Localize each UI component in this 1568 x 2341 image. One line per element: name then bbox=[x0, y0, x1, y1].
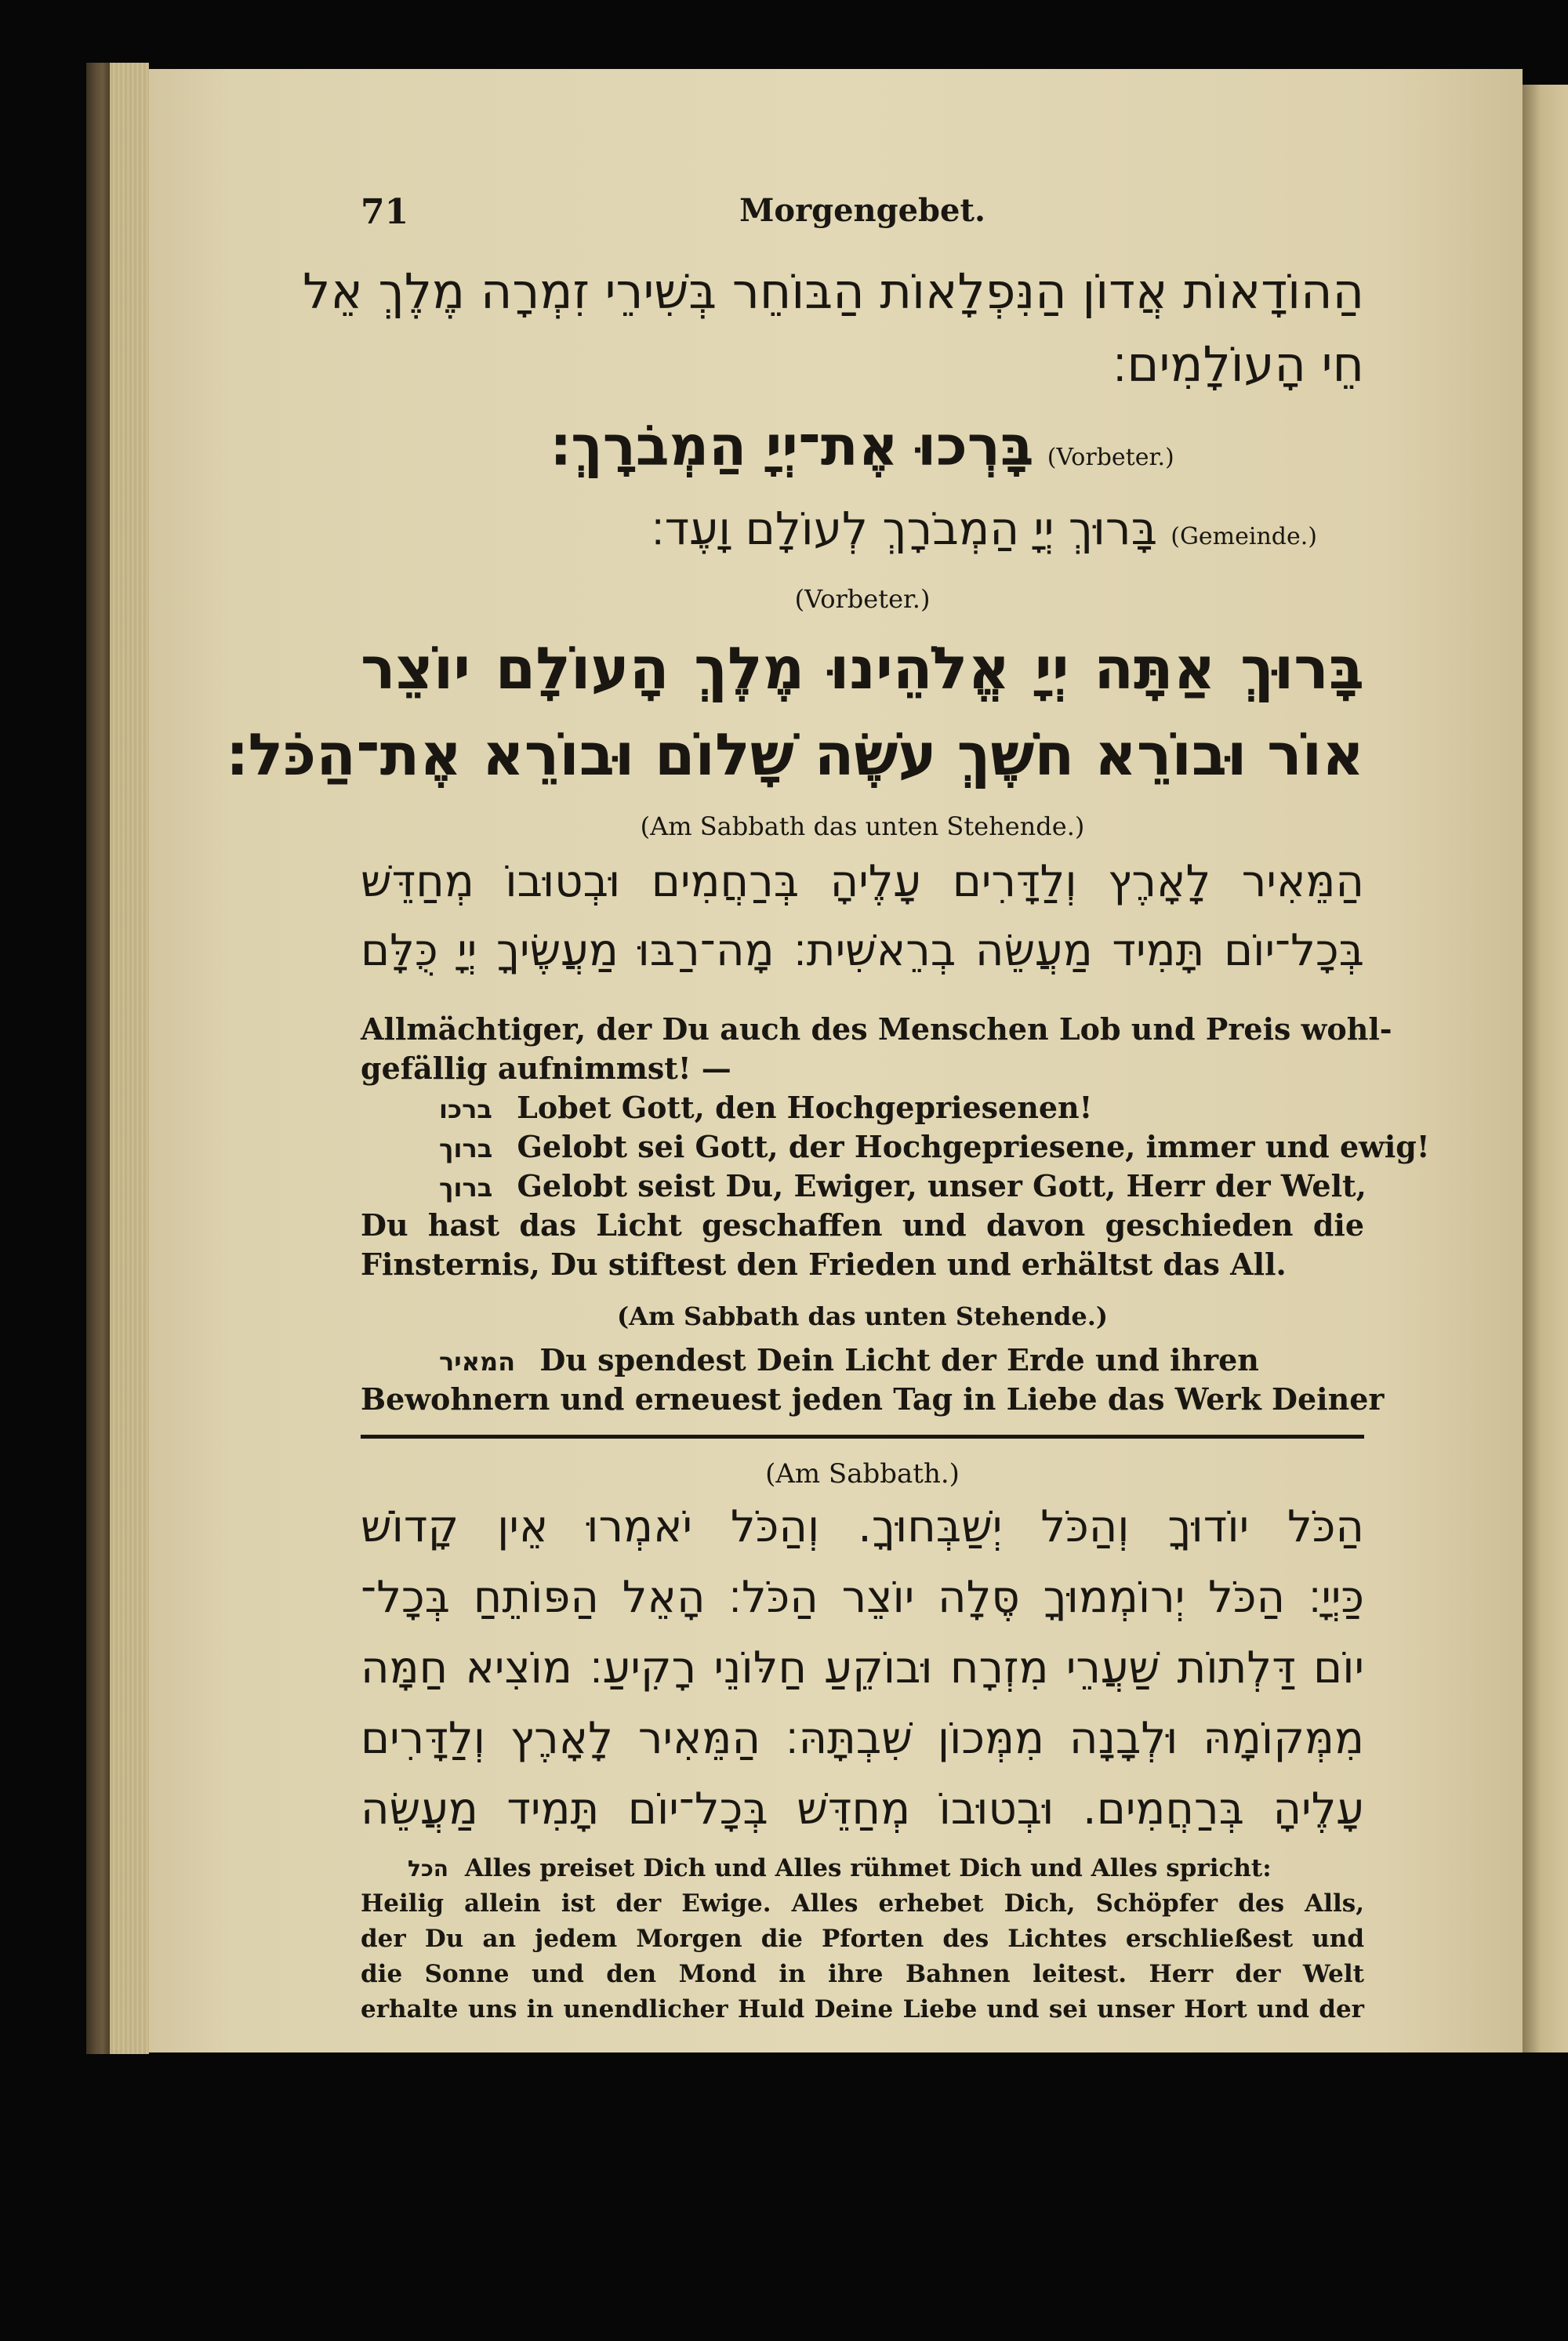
hebrew-top-line-2: חֵי הָעוֹלָמִים׃ bbox=[1112, 336, 1364, 393]
hebrew-sabbath-line-3: יוֹם דַּלְתוֹת שַׁעֲרֵי מִזְרָח וּבוֹקֵעַ חַלּוֹנֵי רָקִיעַ׃ מוֹצִיא חַמָּה bbox=[361, 1642, 1364, 1693]
footnote-cue: הכל bbox=[408, 1856, 449, 1882]
hebrew-sabbath-line-1: הַכֹּל יוֹדוּךָ וְהַכֹּל יְשַׁבְּחוּךָ. וְהַכֹּל יֹאמְרוּ אֵין קָדוֹשׁ bbox=[361, 1501, 1364, 1552]
hameir-german-line-1 bbox=[439, 1342, 1364, 1377]
page-content bbox=[226, 0, 1430, 2341]
running-title: Morgengebet. bbox=[739, 192, 985, 229]
german-cued-text-2: Gelobt sei Gott, der Hochgepriesene, immer und ewig! bbox=[517, 1129, 1430, 1164]
sabbath-note-2: (Am Sabbath das unten Stehende.) bbox=[617, 1301, 1108, 1331]
hebrew-sabbath-line-2: כַּיְיָ׃ הַכֹּל יְרוֹמְמוּךָ סֶּלָה יוֹצֵר הַכֹּל׃ הָאֵל הַפּוֹתֵחַ בְּכָל־ bbox=[361, 1572, 1364, 1623]
page-stack-edge bbox=[110, 63, 149, 2054]
footnote-text-1: Alles preiset Dich und Alles rühmet Dich und Alles spricht: bbox=[464, 1854, 1272, 1882]
german-line-3: Du hast das Licht geschaffen und davon geschieden die bbox=[361, 1207, 1364, 1243]
response-hebrew: בָּרוּךְ יְיָ הַמְבֹרָךְ לְעוֹלָם וָעֶד׃ bbox=[651, 502, 1158, 555]
german-cue-2: ברוך bbox=[439, 1134, 493, 1163]
footnote-line-5: erhalte uns in unendlicher Huld Deine Liebe und sei unser Hort und der bbox=[361, 1995, 1364, 2023]
footnote-line-1 bbox=[408, 1854, 1364, 1882]
hameir-german-text-1: Du spendest Dein Licht der Erde und ihren bbox=[539, 1342, 1259, 1377]
response-line bbox=[361, 502, 1364, 555]
barchu-role: (Vorbeter.) bbox=[1047, 444, 1174, 471]
page-number: 71 bbox=[361, 192, 409, 232]
footnote-line-4: die Sonne und den Mond in ihre Bahnen leitest. Herr der Welt bbox=[361, 1960, 1364, 1988]
adjacent-page-edge bbox=[1523, 85, 1568, 2052]
vorbeter-label: (Vorbeter.) bbox=[794, 584, 931, 614]
hameir-german-cue: המאיר bbox=[439, 1347, 516, 1377]
blessing-line-1: בָּרוּךְ אַתָּה יְיָ אֱלֹהֵינוּ מֶלֶךְ הָעוֹלָם יוֹצֵר bbox=[361, 635, 1364, 702]
sabbath-note-1: (Am Sabbath das unten Stehende.) bbox=[640, 811, 1085, 841]
blessing-line-2: אוֹר וּבוֹרֵא חֹשֶׁךְ עֹשֶׂה שָׁלוֹם וּבוֹרֵא אֶת־הַכֹּל׃ bbox=[226, 721, 1364, 789]
german-cue-1: ברכו bbox=[439, 1094, 492, 1124]
barchu-hebrew: בָּרְכוּ אֶת־יְיָ הַמְבֹרָךְ׃ bbox=[550, 414, 1034, 478]
german-cued-line-1 bbox=[439, 1090, 1364, 1125]
sabbath-label: (Am Sabbath.) bbox=[765, 1458, 960, 1490]
german-line-2: gefällig aufnimmst! — bbox=[361, 1051, 731, 1086]
german-cue-3: ברוך bbox=[439, 1173, 493, 1203]
section-divider bbox=[361, 1435, 1364, 1439]
hebrew-sabbath-line-4: מִמְּקוֹמָהּ וּלְבָנָה מִמְּכוֹן שִׁבְתָּהּ׃ הַמֵּאִיר לָאָרֶץ וְלַדָּרִים bbox=[361, 1713, 1364, 1764]
hameir-line-2: בְּכָל־יוֹם תָּמִיד מַעֲשֵׂה בְרֵאשִׁית׃ מָה־רַבּוּ מַעֲשֶׂיךָ יְיָ כֻּלָּם bbox=[361, 925, 1364, 976]
german-cued-line-3 bbox=[439, 1168, 1367, 1203]
hebrew-top-line-1: הַהוֹדָאוֹת אֲדוֹן הַנִּפְלָאוֹת הַבּוֹחֵר בְּשִׁירֵי זִמְרָה מֶלֶךְ אֵל bbox=[303, 263, 1364, 320]
german-cued-line-2 bbox=[439, 1129, 1430, 1164]
german-line-4: Finsternis, Du stiftest den Frieden und erhältst das All. bbox=[361, 1247, 1287, 1282]
german-cued-text-3: Gelobt seist Du, Ewiger, unser Gott, Herr der Welt, bbox=[517, 1168, 1367, 1203]
response-role: (Gemeinde.) bbox=[1171, 523, 1317, 550]
hebrew-sabbath-line-5: עָלֶיהָ בְּרַחֲמִים. וּבְטוּבוֹ מְחַדֵּשׁ בְּכָל־יוֹם תָּמִיד מַעֲשֵׂה bbox=[361, 1784, 1364, 1835]
book-binding-edge bbox=[86, 63, 110, 2054]
hameir-german-line-2: Bewohnern und erneuest jeden Tag in Liebe das Werk Deiner bbox=[361, 1381, 1385, 1417]
barchu-line bbox=[361, 414, 1364, 478]
german-cued-text-1: Lobet Gott, den Hochgepriesenen! bbox=[517, 1090, 1093, 1125]
footnote-line-2: Heilig allein ist der Ewige. Alles erhebet Dich, Schöpfer des Alls, bbox=[361, 1889, 1364, 1918]
footnote-line-3: der Du an jedem Morgen die Pforten des Lichtes erschließest und bbox=[361, 1925, 1364, 1953]
german-line-1: Allmächtiger, der Du auch des Menschen Lob und Preis wohl- bbox=[361, 1011, 1392, 1047]
hameir-line-1: הַמֵּאִיר לָאָרֶץ וְלַדָּרִים עָלֶיהָ בְּרַחֲמִים וּבְטוּבוֹ מְחַדֵּשׁ bbox=[361, 856, 1364, 907]
